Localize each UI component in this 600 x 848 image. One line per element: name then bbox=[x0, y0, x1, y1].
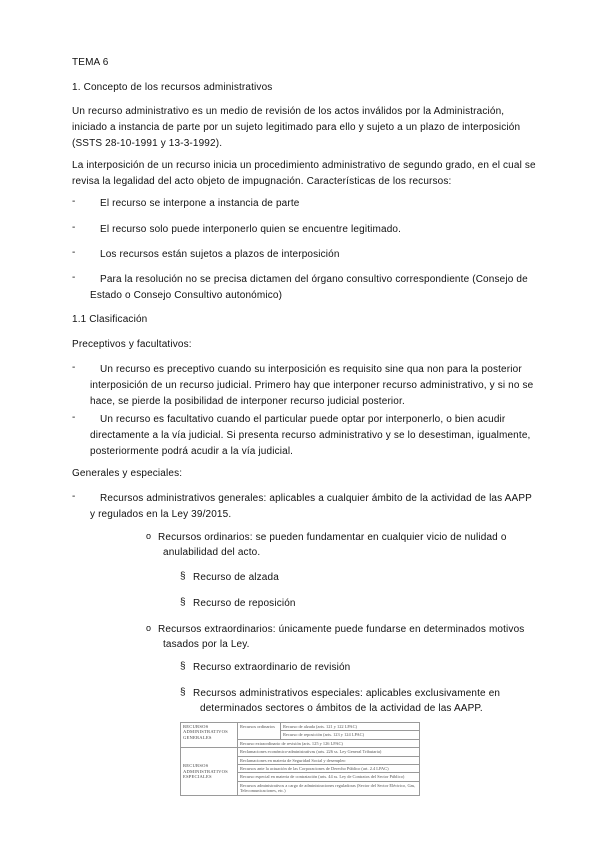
feature-item-1: El recurso se interpone a instancia de parte bbox=[100, 198, 300, 209]
bullet-dash: - bbox=[72, 196, 76, 207]
table-cell-extraordinario: Recurso extraordinario de revisión (arts. 125 y 126 LPAC) bbox=[238, 739, 420, 747]
bullet-dash: - bbox=[72, 362, 76, 373]
circle-bullet: o bbox=[146, 623, 152, 633]
feature-item-3: Los recursos están sujetos a plazos de interposición bbox=[100, 249, 340, 260]
generales-line-2: y regulados en la Ley 39/2015. bbox=[90, 509, 232, 520]
recursos-table bbox=[180, 722, 420, 796]
bullet-dash: - bbox=[72, 412, 76, 423]
section-sign-bullet: § bbox=[180, 661, 186, 672]
revision-item: Recurso extraordinario de revisión bbox=[193, 662, 351, 673]
preceptivo-line-1: Un recurso es preceptivo cuando su interposición es requisito sine qua non para la posterior bbox=[100, 364, 522, 375]
section-sign-bullet: § bbox=[180, 597, 186, 608]
intro-line-3: (SSTS 28-10-1991 y 13-3-1992). bbox=[72, 138, 223, 149]
intro-line-2: iniciado a instancia de parte por un sujeto legitimado para ello y sujeto a un plazo de interposición bbox=[72, 122, 521, 133]
bullet-dash: - bbox=[72, 222, 76, 233]
ordinarios-line-2: anulabilidad del acto. bbox=[163, 547, 261, 558]
subsection-heading: 1.1 Clasificación bbox=[72, 314, 148, 325]
section-sign-bullet: § bbox=[180, 687, 186, 698]
table-cell-especial: Reclamaciones económico-administrativas (arts. 226 ss. Ley General Tributaria) bbox=[238, 748, 420, 756]
especiales-line-1: Recursos administrativos especiales: aplicables exclusivamente en bbox=[193, 688, 501, 699]
especiales-line-2: determinados sectores o ámbitos de la actividad de las AAPP. bbox=[200, 703, 483, 714]
paragraph-line-1: La interposición de un recurso inicia un procedimiento administrativo de segundo grado, en el cual se bbox=[72, 160, 536, 171]
table-category-especiales: RECURSOS ADMINISTRATIVOS ESPECIALES bbox=[181, 748, 238, 795]
bullet-dash: - bbox=[72, 247, 76, 258]
extraordinarios-line-1: Recursos extraordinarios: únicamente puede fundarse en determinados motivos bbox=[158, 624, 525, 635]
table-cell-alzada: Recurso de alzada (arts. 121 y 122 LPAC) bbox=[281, 723, 420, 731]
table-category-generales: RECURSOS ADMINISTRATIVOS GENERALES bbox=[181, 723, 238, 748]
table-cell-ordinarios: Recursos ordinarios bbox=[238, 723, 281, 740]
bullet-dash: - bbox=[72, 272, 76, 283]
alzada-item: Recurso de alzada bbox=[193, 572, 279, 583]
feature-item-4-line-1: Para la resolución no se precisa dictamen del órgano consultivo correspondiente (Consejo de bbox=[100, 274, 528, 285]
generales-line-1: Recursos administrativos generales: aplicables a cualquier ámbito de la actividad de las AAPP bbox=[100, 493, 532, 504]
facultativo-line-3: posteriormente podrá acudir a la vía judicial. bbox=[90, 446, 294, 457]
feature-item-2: El recurso solo puede interponerlo quien se encuentre legitimado. bbox=[100, 224, 402, 235]
section-heading: 1. Concepto de los recursos administrativos bbox=[72, 82, 273, 93]
intro-line-1: Un recurso administrativo es un medio de revisión de los actos inválidos por la Administración, bbox=[72, 106, 505, 117]
section-sign-bullet: § bbox=[180, 571, 186, 582]
group-heading-preceptivos: Preceptivos y facultativos: bbox=[72, 339, 192, 350]
paragraph-line-2: revisa la legalidad del acto objeto de impugnación. Características de los recursos: bbox=[72, 176, 452, 187]
table-cell-especial: Recursos ante la actuación de las Corporaciones de Derecho Público (art. 2.4 LPAC) bbox=[238, 765, 420, 773]
preceptivo-line-2: interposición de un recurso judicial. Primero hay que interponer recurso administrativo, y si no se bbox=[90, 380, 534, 391]
bullet-dash: - bbox=[72, 491, 76, 502]
table-cell-especial: Recurso especial en materia de contratación (arts. 44 ss. Ley de Contratos del Sector Público) bbox=[238, 773, 420, 781]
table-cell-especial: Recursos administrativos a cargo de administraciones reguladoras (Sector del Sector Eléctrico, Gas, Telecomunicaciones, etc.) bbox=[238, 781, 420, 795]
table-cell-especial: Reclamaciones en materia de Seguridad Social y desempleo bbox=[238, 756, 420, 764]
feature-item-4-line-2: Estado o Consejo Consultivo autonómico) bbox=[90, 290, 283, 301]
extraordinarios-line-2: tasados por la Ley. bbox=[163, 639, 250, 650]
ordinarios-line-1: Recursos ordinarios: se pueden fundamentar en cualquier vicio de nulidad o bbox=[158, 532, 507, 543]
reposicion-item: Recurso de reposición bbox=[193, 598, 296, 609]
topic-title: TEMA 6 bbox=[72, 57, 109, 68]
table-cell-reposicion: Recurso de reposición (arts. 123 y 124 LPAC) bbox=[281, 731, 420, 739]
facultativo-line-1: Un recurso es facultativo cuando el particular puede optar por interponerlo, o bien acudir bbox=[100, 414, 506, 425]
preceptivo-line-3: hace, se pierde la posibilidad de interponer recurso judicial posterior. bbox=[90, 396, 405, 407]
group-heading-generales: Generales y especiales: bbox=[72, 468, 183, 479]
facultativo-line-2: directamente a la vía judicial. Si presenta recurso administrativo y se lo desestiman, igualmente, bbox=[90, 430, 531, 441]
circle-bullet: o bbox=[146, 531, 152, 541]
